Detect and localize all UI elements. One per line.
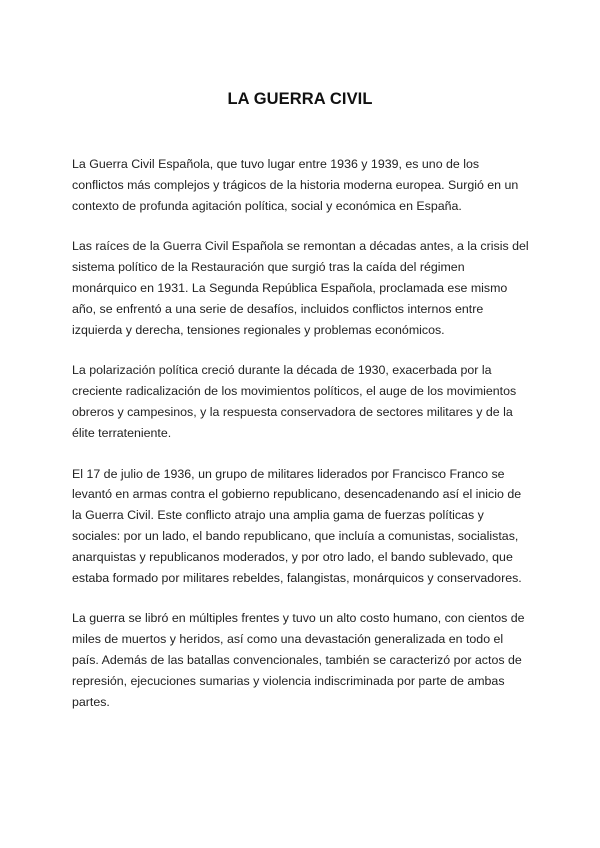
paragraph-2: Las raíces de la Guerra Civil Española se remontan a décadas antes, a la crisis del sistema político de la Restauración que surgió tras la caída del régimen monárquico en 1931. La Segunda República Española, proclamada ese mismo año, se enfrentó a una serie de desafíos, incluidos conflictos internos entre izquierda y derecha, tensiones regionales y problemas económicos.	[72, 239, 529, 337]
paragraph-5: La guerra se libró en múltiples frentes y tuvo un alto costo humano, con cientos de miles de muertos y heridos, así como una devastación generalizada en todo el país. Además de las batallas convencionales, también se caracterizó por actos de represión, ejecuciones sumarias y violencia indiscriminada por parte de ambas partes.	[72, 611, 525, 709]
document-body	[72, 154, 532, 732]
paragraph-4: El 17 de julio de 1936, un grupo de militares liderados por Francisco Franco se levantó en armas contra el gobierno republicano, desencadenando así el inicio de la Guerra Civil. Este conflicto atrajo una amplia gama de fuerzas políticas y sociales: por un lado, el bando republicano, que incluía a comunistas, socialistas, anarquistas y republicanos moderados, y por otro lado, el bando sublevado, que estaba formado por militares rebeldes, falangistas, monárquicos y conservadores.	[72, 466, 522, 585]
document-title: LA GUERRA CIVIL	[227, 90, 373, 108]
paragraph-1: La Guerra Civil Española, que tuvo lugar entre 1936 y 1939, es uno de los conflictos más complejos y trágicos de la historia moderna europea. Surgió en un contexto de profunda agitación política, social y económica en España.	[72, 157, 519, 213]
paragraph-3: La polarización política creció durante la década de 1930, exacerbada por la creciente radicalización de los movimientos políticos, el auge de los movimientos obreros y campesinos, y la respuesta conservadora de sectores militares y de la élite terrateniente.	[72, 363, 517, 440]
